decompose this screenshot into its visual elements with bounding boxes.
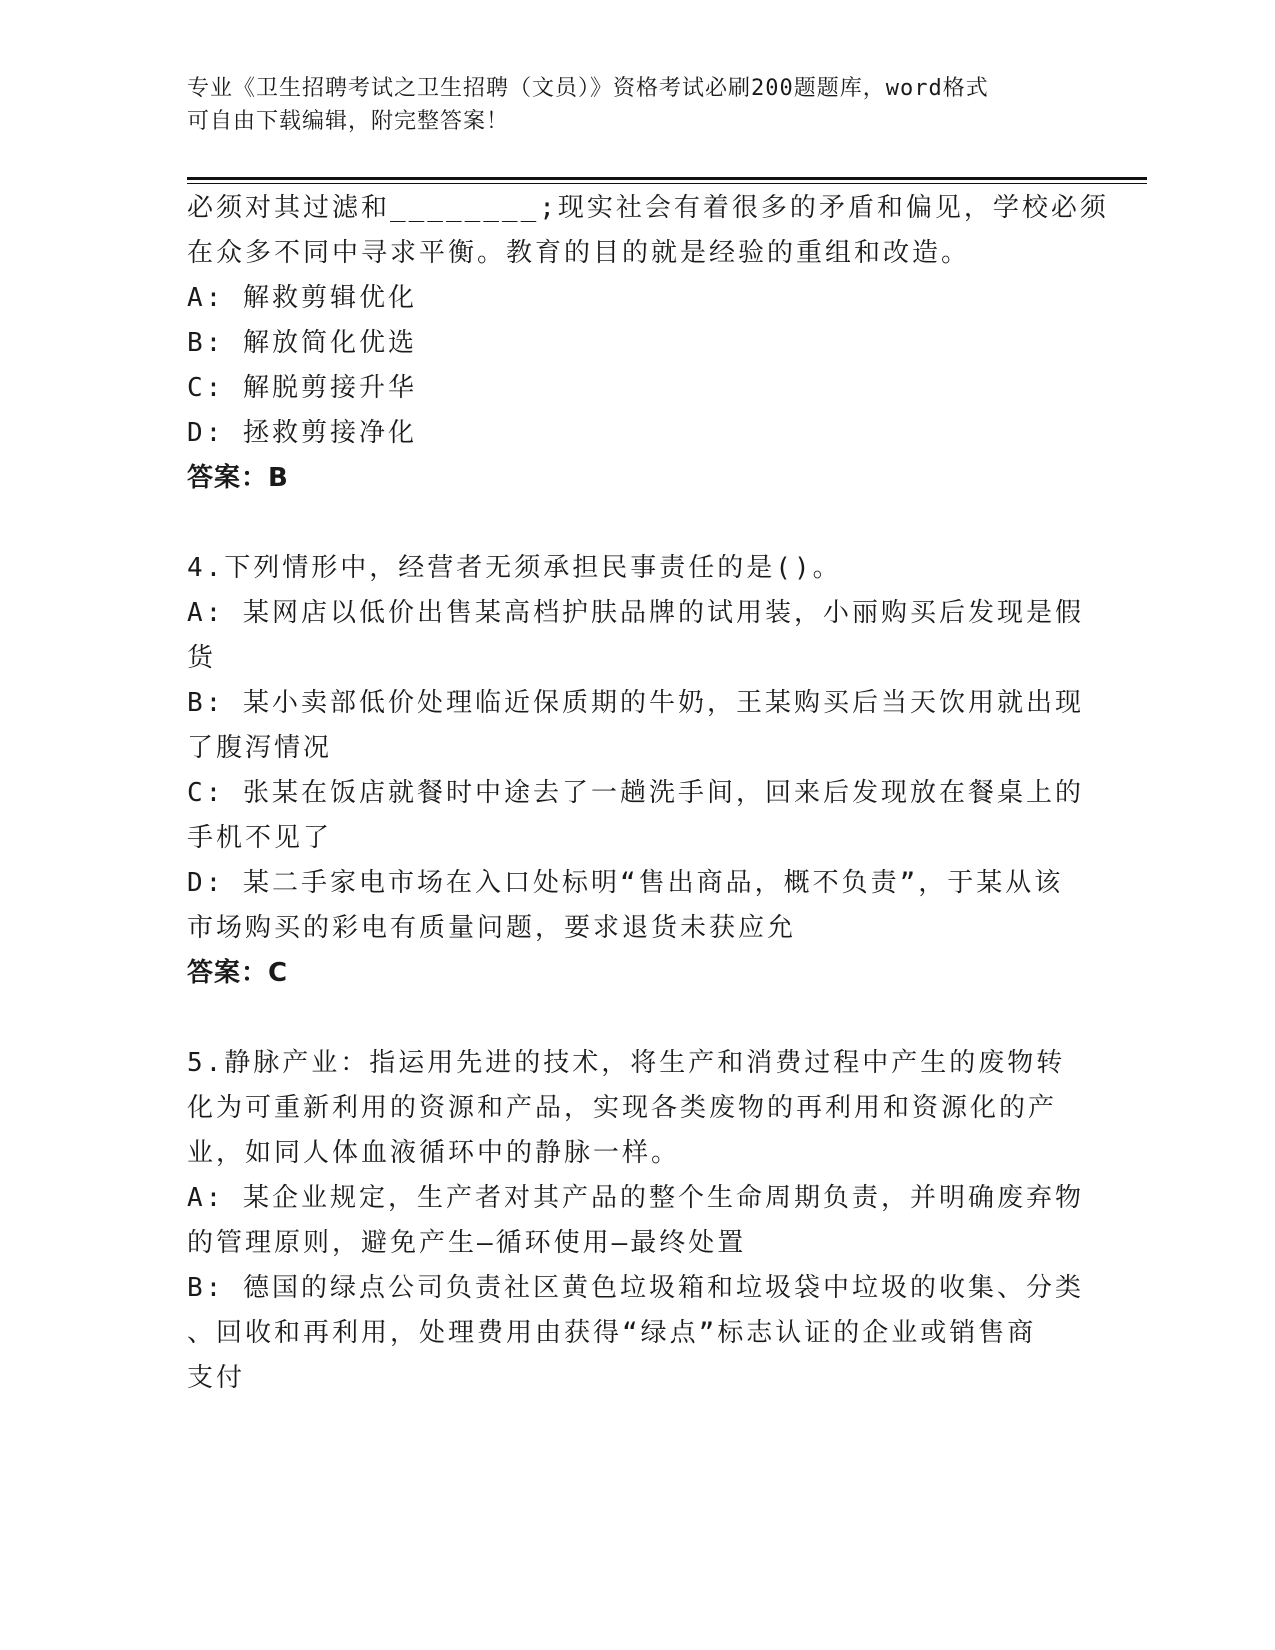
question-3-stem-line-2: 在众多不同中寻求平衡。教育的目的就是经验的重组和改造。 <box>187 238 971 268</box>
question-4-option-d-line-1: D: 某二手家电市场在入口处标明“售出商品，概不负责”，于某从该 <box>187 868 1064 898</box>
question-5-stem-line-3: 业，如同人体血液循环中的静脉一样。 <box>187 1138 681 1168</box>
question-3-option-d: D: 拯救剪接净化 <box>187 418 417 448</box>
question-4-option-b-line-2: 了腹泻情况 <box>187 733 333 763</box>
spacer <box>187 996 1087 1041</box>
question-5-option-b-line-3: 支付 <box>187 1363 246 1393</box>
question-5-option-b-line-1: B: 德国的绿点公司负责社区黄色垃圾箱和垃圾袋中垃圾的收集、分类 <box>187 1273 1084 1303</box>
question-5-option-a-line-2: 的管理原则，避免产生—循环使用—最终处置 <box>187 1228 747 1258</box>
question-4-option-c-line-2: 手机不见了 <box>187 823 333 853</box>
question-3-option-a: A: 解救剪辑优化 <box>187 283 417 313</box>
header-divider-thick <box>187 177 1147 180</box>
question-4-answer: 答案：C <box>187 958 289 988</box>
question-4-option-a-line-2: 货 <box>187 643 217 673</box>
question-4-option-a-line-1: A: 某网店以低价出售某高档护肤品牌的试用装，小丽购买后发现是假 <box>187 598 1084 628</box>
question-4-block <box>187 546 1087 996</box>
document-header <box>187 72 1067 138</box>
question-4-option-c-line-1: C: 张某在饭店就餐时中途去了一趟洗手间，回来后发现放在餐桌上的 <box>187 778 1084 808</box>
header-divider-thin <box>187 183 1147 184</box>
question-5-stem-line-2: 化为可重新利用的资源和产品，实现各类废物的再利用和资源化的产 <box>187 1093 1058 1123</box>
question-list <box>187 186 1109 1401</box>
question-4-option-b-line-1: B: 某小卖部低价处理临近保质期的牛奶，王某购买后当天饮用就出现 <box>187 688 1084 718</box>
question-3-stem-line-1: 必须对其过滤和________;现实社会有着很多的矛盾和偏见，学校必须 <box>187 193 1109 223</box>
spacer <box>187 501 1087 546</box>
header-title-line-1: 专业《卫生招聘考试之卫生招聘（文员）》资格考试必刷200题题库，word格式 <box>187 76 989 101</box>
question-5-option-a-line-1: A: 某企业规定，生产者对其产品的整个生命周期负责，并明确废弃物 <box>187 1183 1084 1213</box>
question-5-stem-line-1: 5.静脉产业：指运用先进的技术，将生产和消费过程中产生的废物转 <box>187 1048 1066 1078</box>
question-3-answer: 答案：B <box>187 463 289 493</box>
question-3-option-c: C: 解脱剪接升华 <box>187 373 417 403</box>
question-4-stem: 4.下列情形中，经营者无须承担民事责任的是()。 <box>187 553 842 583</box>
question-3-block <box>187 186 1109 501</box>
question-5-option-b-line-2: 、回收和再利用，处理费用由获得“绿点”标志认证的企业或销售商 <box>187 1318 1037 1348</box>
question-4-option-d-line-2: 市场购买的彩电有质量问题，要求退货未获应允 <box>187 913 797 943</box>
question-3-option-b: B: 解放简化优选 <box>187 328 417 358</box>
header-title-line-2: 可自由下载编辑，附完整答案！ <box>187 109 510 134</box>
question-5-block <box>187 1041 1087 1401</box>
